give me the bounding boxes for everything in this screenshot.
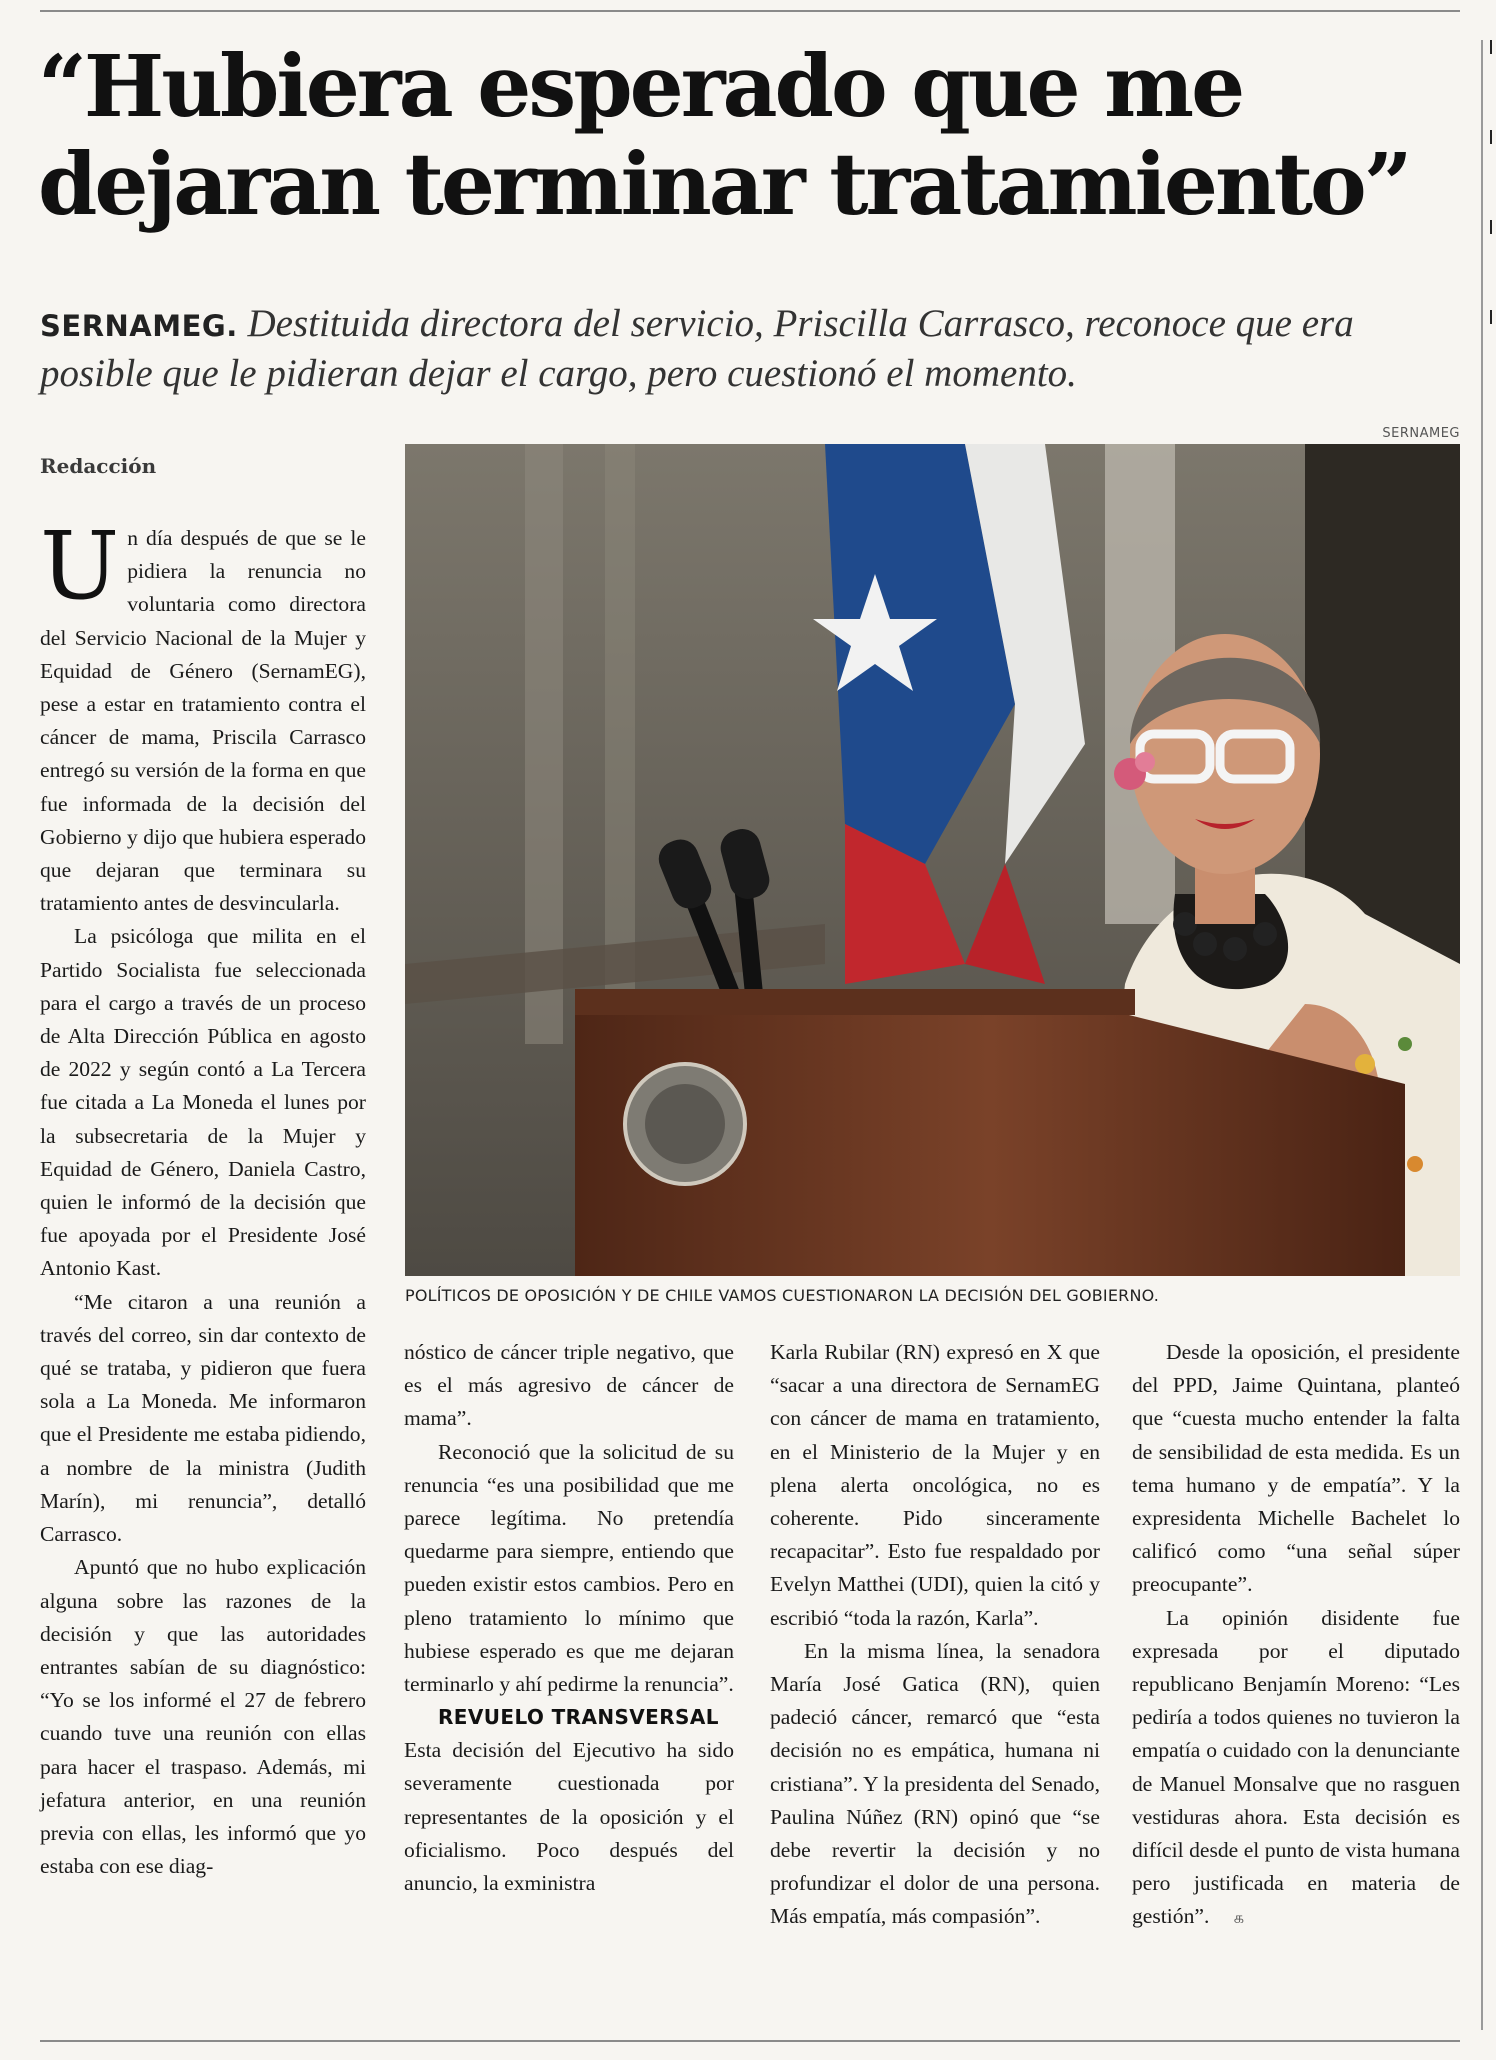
photo-caption: POLÍTICOS DE OPOSICIÓN Y DE CHILE VAMOS CUESTIONARON LA DECISIÓN DEL GOBIERNO. <box>405 1286 1160 1305</box>
section-subhead: REVUELO TRANSVERSAL <box>438 1705 719 1730</box>
article-paragraph: nóstico de cáncer triple negativo, que es el más agresivo de cáncer de mama”. <box>404 1340 734 1431</box>
article-paragraph: Desde la oposición, el presidente del PPD, Jaime Quintana, planteó que “cuesta mucho entender la falta de sensibilidad de esta medida. Es un tema humano y de empatía”. Y la expresidenta Michelle Bachelet lo calificó como “una señal súper preocupante”. <box>1132 1340 1460 1597</box>
article-paragraph-text: n día después de que se le pidiera la renuncia no voluntaria como directora del Servicio Nacional de la Mujer y Equidad de Género (SernamEG), pese a estar en tratamiento contra el cáncer de mama, Priscila Carrasco entregó su versión de la forma en que fue informada de la decisión del Gobierno y dijo que hubiera esperado que dejaran que terminara su tratamiento antes de desvincularla. <box>40 526 366 916</box>
deck-kicker: SERNAMEG. <box>40 309 238 343</box>
article-paragraph: Esta decisión del Ejecutivo ha sido severamente cuestionada por representantes de la oposición y el oficialismo. Poco después del anuncio, la exministra <box>404 1738 734 1896</box>
article-paragraph <box>1132 1602 1460 1935</box>
article-paragraph: Reconoció que la solicitud de su renuncia “es una posibilidad que me parece legítima. No pretendía quedarme para siempre, entiendo que pueden existir estos cambios. Pero en pleno tratamiento lo mínimo que hubiese esperado es que me dejaran terminarlo y ahí pedirme la renuncia”. <box>404 1439 734 1697</box>
article-column-2 <box>404 1336 734 1900</box>
byline: Redacción <box>40 454 157 478</box>
top-rule <box>40 10 1460 12</box>
photo-credit: SERNAMEG <box>1382 426 1460 441</box>
article-column-3 <box>770 1336 1100 1934</box>
page-edge-marks <box>1490 40 1492 380</box>
article-photo <box>405 444 1460 1276</box>
bottom-rule <box>40 2040 1460 2042</box>
headline: “Hubiera esperado que me dejaran terminar tratamiento” <box>38 37 1410 235</box>
article-paragraph <box>40 512 366 920</box>
deck-text: Destituida directora del servicio, Priscilla Carrasco, reconoce que era posible que le pidieran dejar el cargo, pero cuestionó el momento. <box>40 302 1354 395</box>
article-paragraph: En la misma línea, la senadora María José Gatica (RN), quien padeció cáncer, remarcó que “esta decisión no es empática, humana ni cristiana”. Y la presidenta del Senado, Paulina Núñez (RN) opinó que “se debe revertir la decisión y no profundizar el dolor de una persona. Más empatía, más compasión”. <box>770 1638 1100 1929</box>
article-paragraph-text: La opinión disidente fue expresada por el diputado republicano Benjamín Moreno: “Les pediría a todos quienes no tuvieron la empatía o cuidado con la denunciante de Manuel Monsalve que no rasguen vestiduras ahora. Esta decisión es difícil desde el punto de vista humana pero justificada en materia de gestión”. <box>1132 1605 1460 1929</box>
article-column-4 <box>1132 1336 1460 1935</box>
deck <box>40 300 1460 398</box>
article-paragraph: Karla Rubilar (RN) expresó en X que “sacar a una directora de SernamEG con cáncer de mama en tratamiento, en el Ministerio de la Mujer y en plena alerta oncológica, no es coherente. Pido sinceramente recapacitar”. Esto fue respaldado por Evelyn Matthei (UDI), quien la citó y escribió “toda la razón, Karla”. <box>770 1340 1100 1630</box>
drop-cap: U <box>40 512 120 621</box>
article-paragraph: “Me citaron a una reunión a través del correo, sin dar contexto de qué se trataba, y pidieron que fuera sola a La Moneda. Me informaron que el Presidente me estaba pidiendo, a nombre de la ministra (Judith Marín), mi renuncia”, detalló Carrasco. <box>40 1289 366 1547</box>
page-edge-rule <box>1481 40 1483 2030</box>
article-paragraph: Apuntó que no hubo explicación alguna sobre las razones de la decisión y que las autoridades entrantes sabían de su diagnóstico: “Yo se los informé el 27 de febrero cuando tuve una reunión con ellas para hacer el traspaso. Además, mi jefatura anterior, en una reunión previa con ellas, les informó que yo estaba con ese diag- <box>40 1555 366 1879</box>
end-mark-icon: ௧ <box>1233 1908 1245 1928</box>
article-paragraph: La psicóloga que milita en el Partido Socialista fue seleccionada para el cargo a través de un proceso de Alta Dirección Pública en agosto de 2022 y según contó a La Tercera fue citada a La Moneda el lunes por la subsecretaria de la Mujer y Equidad de Género, Daniela Castro, quien le informó de la decisión que fue apoyada por el Presidente José Antonio Kast. <box>40 924 366 1281</box>
article-column-1 <box>40 512 366 1883</box>
